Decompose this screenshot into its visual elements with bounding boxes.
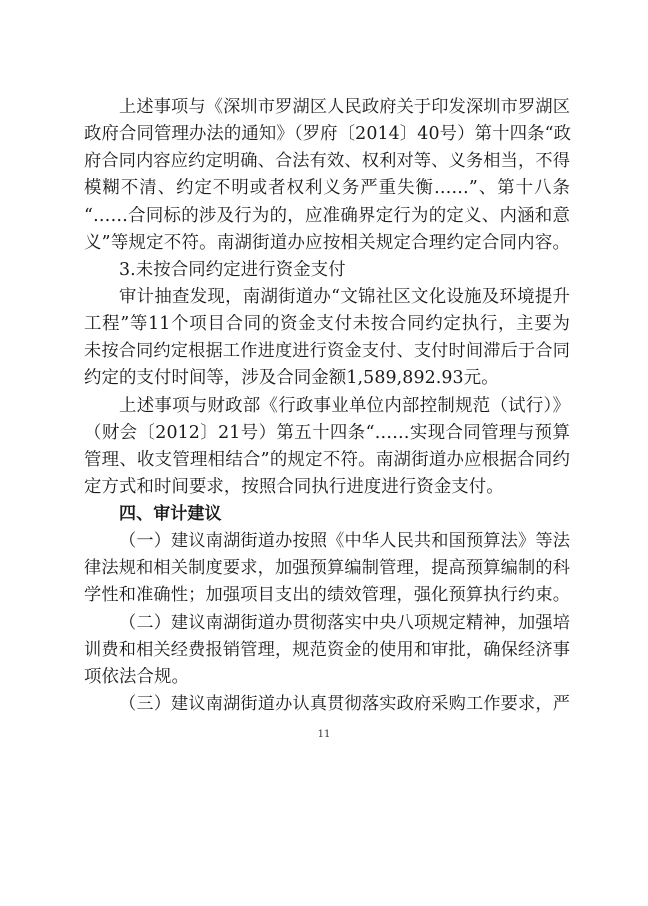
paragraph-line: 义”等规定不符。南湖街道办应按相关规定合理约定合同内容。 — [84, 232, 570, 253]
paragraph-line: 训费和相关经费报销管理，规范资金的使用和审批，确保经济事 — [84, 639, 570, 660]
paragraph-line: （一）建议南湖街道办按照《中华人民共和国预算法》等法 — [119, 531, 570, 552]
paragraph-line: 管理、收支管理相结合”的规定不符。南湖街道办应根据合同约 — [84, 449, 570, 470]
paragraph-line: 府合同内容应约定明确、合法有效、权利对等、义务相当，不得 — [84, 151, 570, 172]
paragraph-line: 约定的支付时间等，涉及合同金额1,589,892.93元。 — [84, 368, 499, 389]
page-number: 11 — [317, 729, 331, 741]
paragraph-line: （财会〔2012〕21号）第五十四条“……实现合同管理与预算 — [84, 422, 570, 443]
paragraph-line: “……合同标的涉及行为的，应准确界定行为的定义、内涵和意 — [84, 205, 570, 226]
paragraph-line: 学性和准确性；加强项目支出的绩效管理，强化预算执行约束。 — [84, 585, 570, 606]
paragraph-line: 上述事项与财政部《行政事业单位内部控制规范（试行）》 — [119, 395, 570, 416]
section-heading: 四、审计建议 — [119, 504, 222, 525]
paragraph-line: （三）建议南湖街道办认真贯彻落实政府采购工作要求，严 — [119, 694, 570, 714]
paragraph-line: 审计抽查发现，南湖街道办“文锦社区文化设施及环境提升 — [119, 286, 570, 307]
paragraph-line: 未按合同约定根据工作进度进行资金支付、支付时间滞后于合同 — [84, 341, 570, 362]
paragraph-line: 项依法合规。 — [84, 666, 189, 687]
subsection-heading: 3.未按合同约定进行资金支付 — [119, 259, 346, 280]
paragraph-line: （二）建议南湖街道办贯彻落实中央八项规定精神，加强培 — [119, 612, 570, 633]
paragraph-line: 律法规和相关制度要求，加强预算编制管理，提高预算编制的科 — [84, 558, 570, 579]
paragraph-line: 工程”等11个项目合同的资金支付未按合同约定执行，主要为 — [84, 314, 570, 335]
paragraph-line: 上述事项与《深圳市罗湖区人民政府关于印发深圳市罗湖区 — [119, 97, 570, 117]
paragraph-line: 定方式和时间要求，按照合同执行进度进行资金支付。 — [84, 476, 504, 497]
paragraph-line: 模糊不清、约定不明或者权利义务严重失衡……”、第十八条 — [84, 178, 570, 199]
paragraph-line: 政府合同管理办法的通知》（罗府〔2014〕40号）第十四条“政 — [84, 124, 572, 145]
